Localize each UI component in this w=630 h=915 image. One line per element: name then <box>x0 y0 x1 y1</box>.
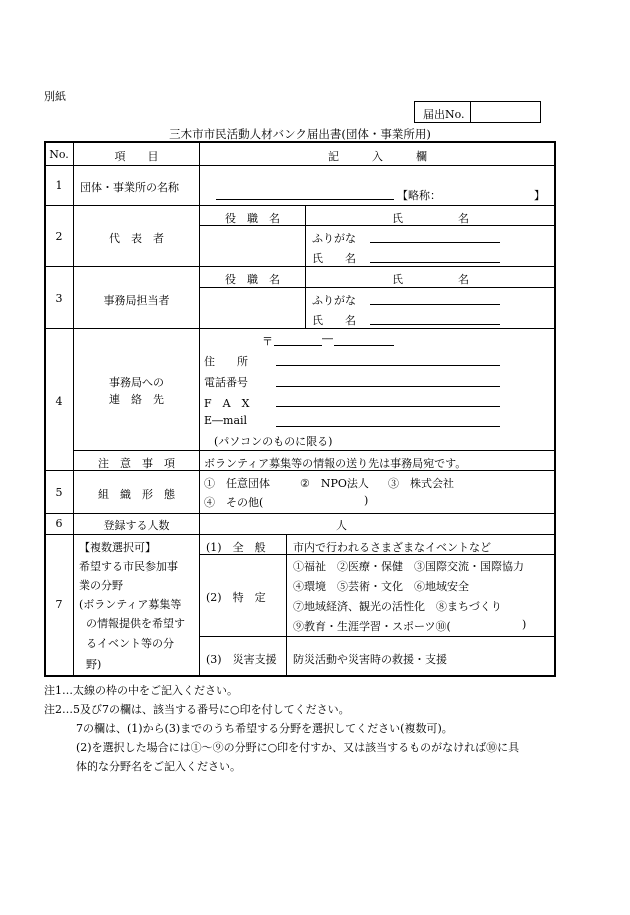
row2-title-header: 役 職 名 <box>225 212 280 225</box>
row3-name-label: 氏 名 <box>312 314 356 327</box>
row7-col-divider <box>286 535 287 676</box>
field-specific-close: ) <box>522 618 527 631</box>
row7-label-line: るイベント等の分 <box>86 637 174 650</box>
row3-label: 事務局担当者 <box>103 294 170 307</box>
row4-no: 4 <box>55 395 63 408</box>
org-type-option-4[interactable]: ④ その他( <box>204 496 264 509</box>
org-type-other-field[interactable] <box>278 494 362 508</box>
row3-furigana-label: ふりがな <box>312 294 356 307</box>
row7-cat-divider <box>200 636 555 637</box>
row2-no: 2 <box>55 230 63 243</box>
notice-text: ボランティア募集等の情報の送り先は事務局宛です。 <box>204 457 467 470</box>
field-specific-option[interactable]: (2) 特 定 <box>206 591 266 604</box>
annex-label: 別紙 <box>44 90 66 103</box>
note-line: 注2…5及び7の欄は、該当する番号に○印を付してください。 <box>44 703 350 716</box>
row-divider <box>45 513 555 514</box>
field-specific-line[interactable]: ①福祉 ②医療・保健 ③国際交流・国際協力 <box>293 560 524 573</box>
rep-title-field[interactable] <box>202 228 302 264</box>
postal-code-first-field[interactable] <box>274 345 322 346</box>
field-disaster-option[interactable]: (3) 災害支援 <box>206 653 277 666</box>
row3-name-header: 氏 名 <box>392 273 469 286</box>
staff-title-field[interactable] <box>202 290 302 326</box>
email-field[interactable] <box>276 426 500 427</box>
receipt-no-label: 届出No. <box>423 108 465 121</box>
fax-label: F A X <box>204 397 250 410</box>
postal-code-second-field[interactable] <box>334 345 394 346</box>
note-line: (2)を選択した場合には①～⑨の分野に○印を付すか、又は該当するものがなければ⑩に具 <box>76 741 520 754</box>
row7-label-line: 業の分野 <box>79 579 123 592</box>
email-pc-note: (パソコンのものに限る) <box>214 435 333 448</box>
row-divider <box>45 165 555 166</box>
field-general-option[interactable]: (1) 全 般 <box>206 541 266 554</box>
staff-furigana-field[interactable] <box>370 304 500 305</box>
row1-label: 団体・事業所の名称 <box>80 181 179 194</box>
row7-label-line: (ボランティア募集等 <box>79 598 182 611</box>
row4-notice-divider <box>74 450 555 451</box>
field-specific-line[interactable]: ④環境 ⑤芸術・文化 ⑥地域安全 <box>293 580 469 593</box>
email-label: E―mail <box>204 414 248 427</box>
row7-no: 7 <box>55 598 63 611</box>
row2-name-label: 氏 名 <box>312 252 356 265</box>
org-type-option-1[interactable]: ① 任意団体 <box>204 477 270 490</box>
org-type-option-3[interactable]: ③ 株式会社 <box>388 477 454 490</box>
col-no-divider <box>73 142 74 676</box>
form-title: 三木市市民活動人材バンク届出書(団体・事業所用) <box>169 127 431 141</box>
staff-name-field[interactable] <box>370 324 500 325</box>
org-abbr-field[interactable] <box>466 187 530 201</box>
row-divider <box>45 328 555 329</box>
phone-label: 電話番号 <box>204 376 248 389</box>
rep-name-field[interactable] <box>370 262 500 263</box>
row1-no: 1 <box>55 179 63 192</box>
field-other-field[interactable] <box>462 618 518 632</box>
field-specific-line[interactable]: ⑨教育・生涯学習・スポーツ⑩( <box>293 620 451 633</box>
org-name-field[interactable] <box>216 199 394 200</box>
postal-dash: ― <box>322 332 333 345</box>
address-label: 住 所 <box>204 355 248 368</box>
note-line: 体的な分野名をご記入ください。 <box>76 760 241 773</box>
row7-label-line: 希望する市民参加事 <box>79 560 178 573</box>
header-no: No. <box>49 148 69 161</box>
row1-abbr-open: 【略称： <box>397 189 441 202</box>
row3-no: 3 <box>55 292 63 305</box>
row3-subheader-divider <box>200 287 555 288</box>
receipt-no-divider <box>470 101 471 123</box>
notice-label: 注 意 事 項 <box>98 457 175 470</box>
org-type-option-4-close: ) <box>364 494 369 507</box>
rep-furigana-field[interactable] <box>370 242 500 243</box>
field-specific-line[interactable]: ⑦地域経済、観光の活性化 ⑧まちづくり <box>293 600 502 613</box>
row1-abbr-close: 】 <box>534 189 545 202</box>
phone-field[interactable] <box>276 386 500 387</box>
member-count-field[interactable] <box>204 516 330 532</box>
header-entry: 記 入 欄 <box>328 150 427 163</box>
row6-label: 登録する人数 <box>103 519 170 532</box>
row7-label-line: 野) <box>86 658 102 671</box>
note-line: 注1…太線の枠の中をご記入ください。 <box>44 684 238 697</box>
postal-mark: 〒 <box>262 335 273 348</box>
row7-label-line: の情報提供を希望す <box>86 617 185 630</box>
row-divider <box>45 266 555 267</box>
field-general-text: 市内で行われるさまざまなイベントなど <box>293 541 491 554</box>
row5-label: 組 織 形 態 <box>98 488 175 501</box>
receipt-no-field[interactable] <box>472 103 538 121</box>
address-field[interactable] <box>276 365 500 366</box>
org-type-option-2[interactable]: ② NPO法人 <box>300 477 369 490</box>
row-divider <box>45 534 555 535</box>
row-divider <box>45 205 555 206</box>
row5-no: 5 <box>55 486 63 499</box>
member-count-unit: 人 <box>336 519 347 532</box>
fax-field[interactable] <box>276 406 500 407</box>
row4-label-line1: 事務局への <box>109 376 164 389</box>
row3-title-header: 役 職 名 <box>225 273 280 286</box>
row2-furigana-label: ふりがな <box>312 232 356 245</box>
header-item: 項 目 <box>114 150 159 163</box>
row7-label-line: 【複数選択可】 <box>79 541 156 554</box>
row2-name-header: 氏 名 <box>392 212 469 225</box>
row2-label: 代 表 者 <box>109 232 164 245</box>
field-disaster-text: 防災活動や災害時の救援・支援 <box>293 653 447 666</box>
note-line: 7の欄は、(1)から(3)までのうち希望する分野を選択してください(複数可)。 <box>76 722 453 735</box>
row6-no: 6 <box>55 517 63 530</box>
row4-label-line2: 連 絡 先 <box>109 393 164 406</box>
